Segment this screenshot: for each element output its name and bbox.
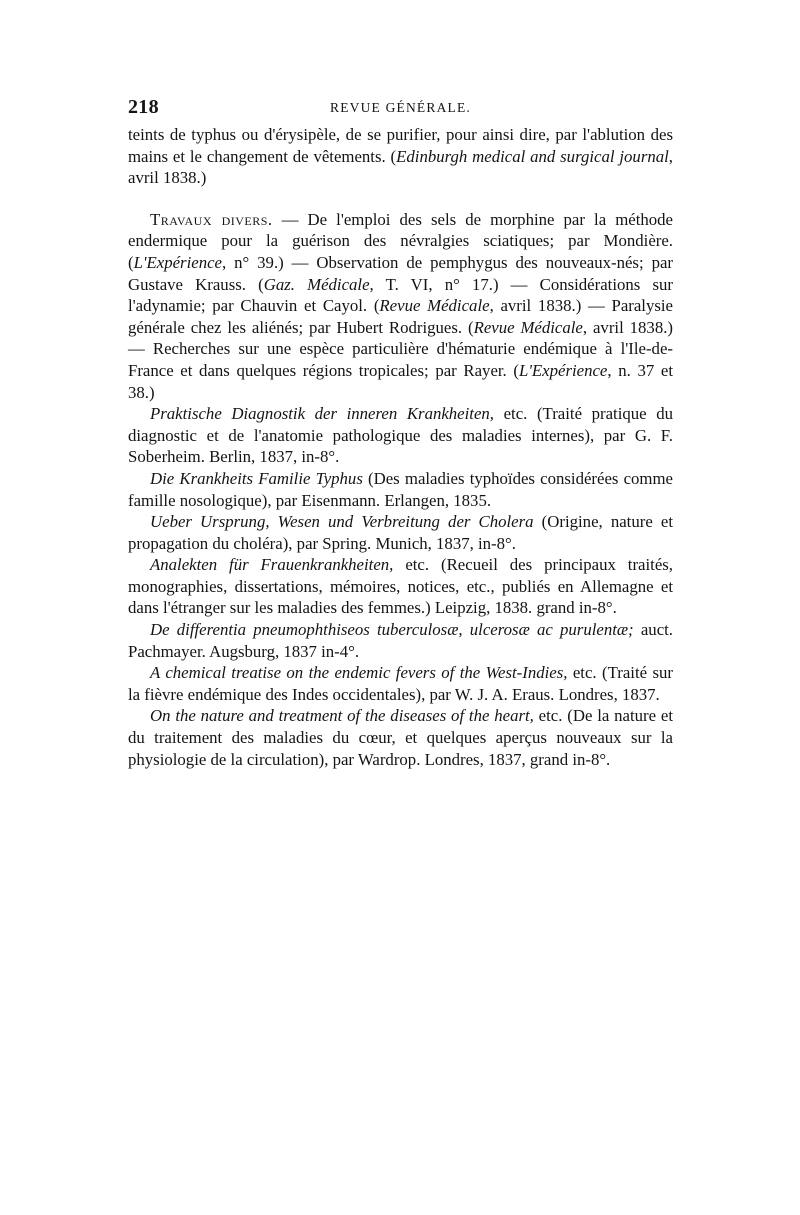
text-run: , avril 1838.) — Recherches sur une espèce particulière d'hématurie endémique à l'Ile-de-France et dans quelques régions tropicales; par Rayer. ( (128, 317, 673, 380)
book-details: etc. (Recueil des principaux traités, monographies, dissertations, mémoires, notices, etc., publiés en Allemagne et dans l'étranger sur les maladies des femmes.) Leipzig, 1838. grand in-8°. (128, 555, 674, 618)
book-title: Analekten für Frauenkrankheiten, (150, 555, 394, 575)
journal-title: Edinburgh medical and surgical journal (396, 146, 669, 166)
book-title: Praktische Diagnostik der inneren Krankheiten, (150, 404, 494, 424)
book-entry (128, 468, 673, 511)
text-run: , T. VI, n° 17.) — Considérations sur l'adynamie; par Chauvin et Cayol. ( (128, 274, 673, 316)
journal-title: Revue Médicale (379, 296, 490, 316)
book-title: Die Krankheits Familie Typhus (150, 468, 363, 488)
book-title: Ueber Ursprung, Wesen und Verbreitung der Cholera (150, 512, 534, 532)
book-entry (128, 554, 673, 619)
book-details: etc. (Traité pratique du diagnostic et de l'anatomie pathologique des maladies internes), par G. F. Soberheim. Berlin, 1837, in-8°. (128, 404, 673, 467)
text-run: , avril 1838.) (128, 146, 673, 188)
book-details: auct. Pachmayer. Augsburg, 1837 in-4°. (128, 620, 674, 661)
text-run: , n° 39.) — Observation de pemphygus des nouveaux-nés; par Gustave Krauss. ( (128, 252, 673, 294)
book-entry (128, 619, 673, 662)
book-details: etc. (De la nature et du traitement des maladies du cœur, et quelques aperçus nouveaux sur la physiologie de la circulation), par Wardrop. Londres, 1837, grand in-8°. (128, 706, 673, 769)
book-entry (128, 511, 673, 554)
journal-title: L'Expérience (133, 252, 222, 272)
book-details: etc. (Traité sur la fièvre endémique des Indes occidentales), par W. J. A. Eraus. Londres, 1837. (128, 663, 673, 704)
section-lead: Travaux divers. (150, 209, 273, 229)
journal-title: Gaz. Médicale (263, 274, 370, 294)
book-entry (128, 403, 673, 468)
journal-title: L'Expérience (518, 360, 608, 380)
text-run: , n. 37 et 38.) (128, 360, 673, 402)
journal-title: Revue Médicale (473, 317, 583, 337)
running-header (128, 96, 673, 122)
page-body (128, 124, 673, 770)
book-details: (Origine, nature et propagation du choléra), par Spring. Munich, 1837, in-8°. (128, 512, 673, 553)
text-run: , avril 1838.) — Paralysie générale chez les aliénés; par Hubert Rodrigues. ( (128, 296, 673, 337)
paragraph-travaux-divers (128, 209, 673, 403)
paragraph-continuation (128, 124, 673, 189)
book-details: (Des maladies typhoïdes considérées comme famille nosologique), par Eisenmann. Erlangen, 1835. (128, 468, 673, 510)
book-entry (128, 705, 673, 770)
running-title: REVUE GÉNÉRALE. (330, 100, 471, 115)
book-title: On the nature and treatment of the diseases of the heart, (150, 706, 534, 726)
book-entry (128, 662, 673, 705)
book-title: De differentia pneumophthiseos tuberculosæ, ulcerosæ ac purulentæ; (150, 620, 634, 640)
page-number: 218 (128, 96, 159, 118)
text-run: teints de typhus ou d'érysipèle, de se purifier, pour ainsi dire, par l'ablution des mains et le changement de vêtements. ( (128, 125, 673, 166)
text-run: — De l'emploi des sels de morphine par la méthode endermique pour la guérison des névralgies sciatiques; par Mondière. ( (128, 209, 673, 272)
book-title: A chemical treatise on the endemic fevers of the West-Indies, (150, 663, 568, 683)
